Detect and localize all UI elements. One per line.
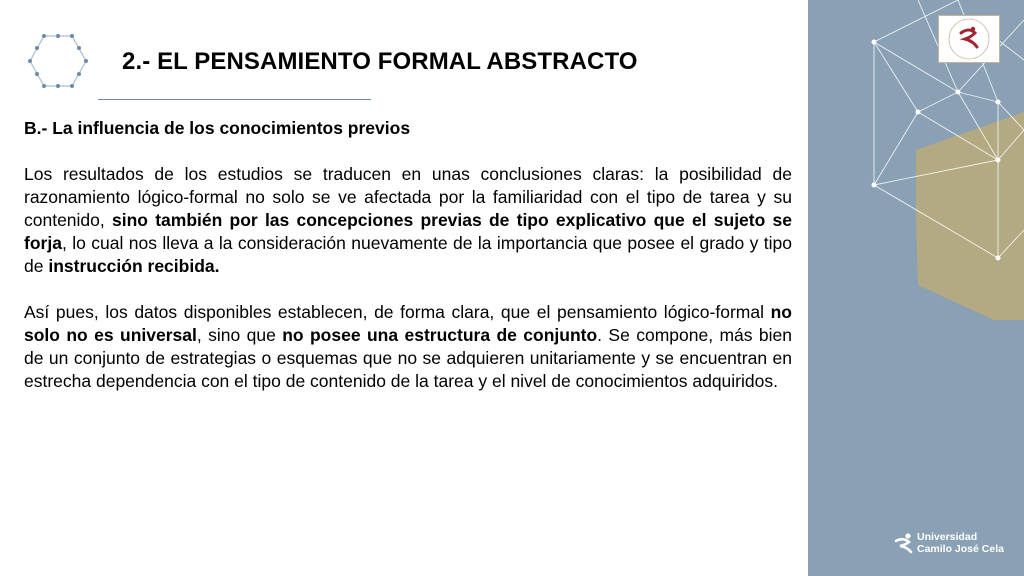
footer-line-1: Universidad [917, 531, 978, 543]
paragraph-2-text-2: , sino que [196, 325, 283, 345]
footer-text [917, 531, 1004, 555]
paragraph-1 [24, 163, 792, 278]
section-subtitle: B.- La influencia de los conocimientos previos [24, 118, 411, 138]
paragraph-1-text-1: Los resultados de los estudios se traducen en unas conclusiones claras: la posibilidad de razonamiento lógico-formal no solo se ve afectada por la familiaridad con el tipo de tarea y su contenido, [24, 164, 792, 230]
title-divider [98, 99, 371, 100]
network-graphic [808, 0, 1024, 576]
hexagon-decoration-icon [26, 30, 90, 92]
paragraph-2-bold-1: no solo no es universal [24, 302, 792, 345]
paragraph-2-text-1: Así pues, los datos disponibles establecen, de forma clara, que el pensamiento lógico-formal [24, 302, 771, 322]
paragraph-2 [24, 301, 792, 393]
paragraph-1-bold-2: instrucción recibida. [48, 256, 220, 276]
slide-content [24, 117, 792, 416]
university-footer-logo [893, 530, 1004, 558]
university-seal-icon [939, 16, 999, 62]
paragraph-1-bold-1: sino también por las concepciones previas de tipo explicativo que el sujeto se forja [24, 210, 792, 253]
page-title: 2.- EL PENSAMIENTO FORMAL ABSTRACTO [122, 48, 638, 75]
university-logo-icon [893, 532, 915, 554]
paragraph-2-text-3: . Se compone, más bien de un conjunto de estrategias o esquemas que no se adquieren unitariamente y se encuentran en estrecha dependencia con el tipo de contenido de la tarea y el nivel de conocimientos adquiridos. [24, 325, 793, 391]
paragraph-2-bold-2: no posee una estructura de conjunto [282, 325, 598, 345]
footer-line-2: Camilo José Cela [917, 543, 1004, 555]
university-seal [938, 15, 1000, 63]
paragraph-1-text-2: , lo cual nos lleva a la consideración nuevamente de la importancia que posee el grado y tipo de [24, 233, 792, 276]
